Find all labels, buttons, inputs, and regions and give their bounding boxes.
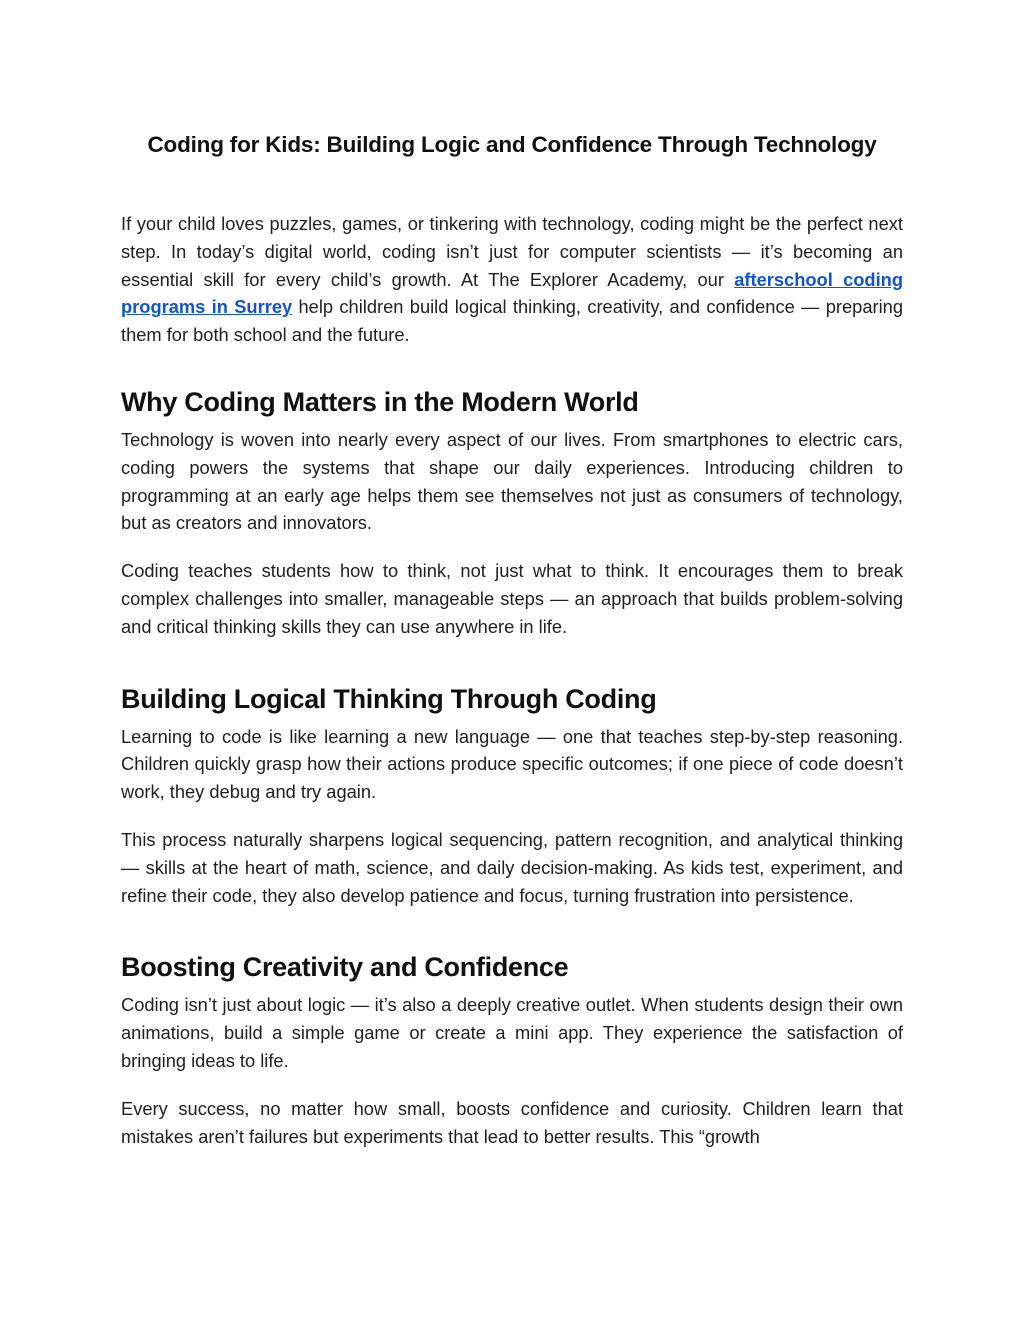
section-paragraph: Coding teaches students how to think, not just what to think. It encourages them to break complex challenges into smaller, manageable steps — an approach that builds problem-solving and critical thinking skills they can use anywhere in life. — [121, 560, 903, 637]
section-paragraph: Technology is woven into nearly every aspect of our lives. From smartphones to electric cars, coding powers the systems that shape our daily experiences. Introducing children to programming at an early age helps them see themselves not just as consumers of technology, but as creators and innovators. — [121, 428, 903, 534]
document-title: Coding for Kids: Building Logic and Confidence Through Technology — [147, 132, 877, 157]
section-paragraph-truncated: Every success, no matter how small, boosts confidence and curiosity. Children learn that mistakes aren’t failures but experiments that lead to better results. This “growth — [121, 1097, 903, 1147]
intro-paragraph — [121, 210, 903, 349]
intro-text-before-link: If your child loves puzzles, games, or tinkering with technology, coding might be the perfect next step. In today’s digital world, coding isn’t just for computer scientists — it’s becoming an essential skill for every child’s growth. At The Explorer Academy, our — [121, 213, 903, 290]
afterschool-programs-link[interactable]: afterschool coding programs in Surrey — [121, 268, 903, 318]
section-paragraph: This process naturally sharpens logical sequencing, pattern recognition, and analytical thinking — skills at the heart of math, science, and daily decision-making. As kids test, experiment, and refine their code, they also develop patience and focus, turning frustration into persistence. — [121, 828, 903, 906]
intro-text-after-link: help children build logical thinking, creativity, and confidence — preparing them for both school and the future. — [121, 296, 903, 346]
section-heading-why-coding-matters: Why Coding Matters in the Modern World — [121, 386, 639, 417]
section-heading-creativity-confidence: Boosting Creativity and Confidence — [121, 952, 569, 983]
section-paragraph: Coding isn’t just about logic — it’s also a deeply creative outlet. When students design their own animations, build a simple game or create a mini app. They experience the satisfaction of bringing ideas to life. — [121, 994, 903, 1071]
section-heading-logical-thinking: Building Logical Thinking Through Coding — [121, 683, 657, 714]
document-page — [121, 128, 903, 1150]
section-paragraph: Learning to code is like learning a new language — one that teaches step-by-step reasoning. Children quickly grasp how their actions produce specific outcomes; if one piece of code doesn’t work, they debug and try again. — [121, 725, 903, 803]
